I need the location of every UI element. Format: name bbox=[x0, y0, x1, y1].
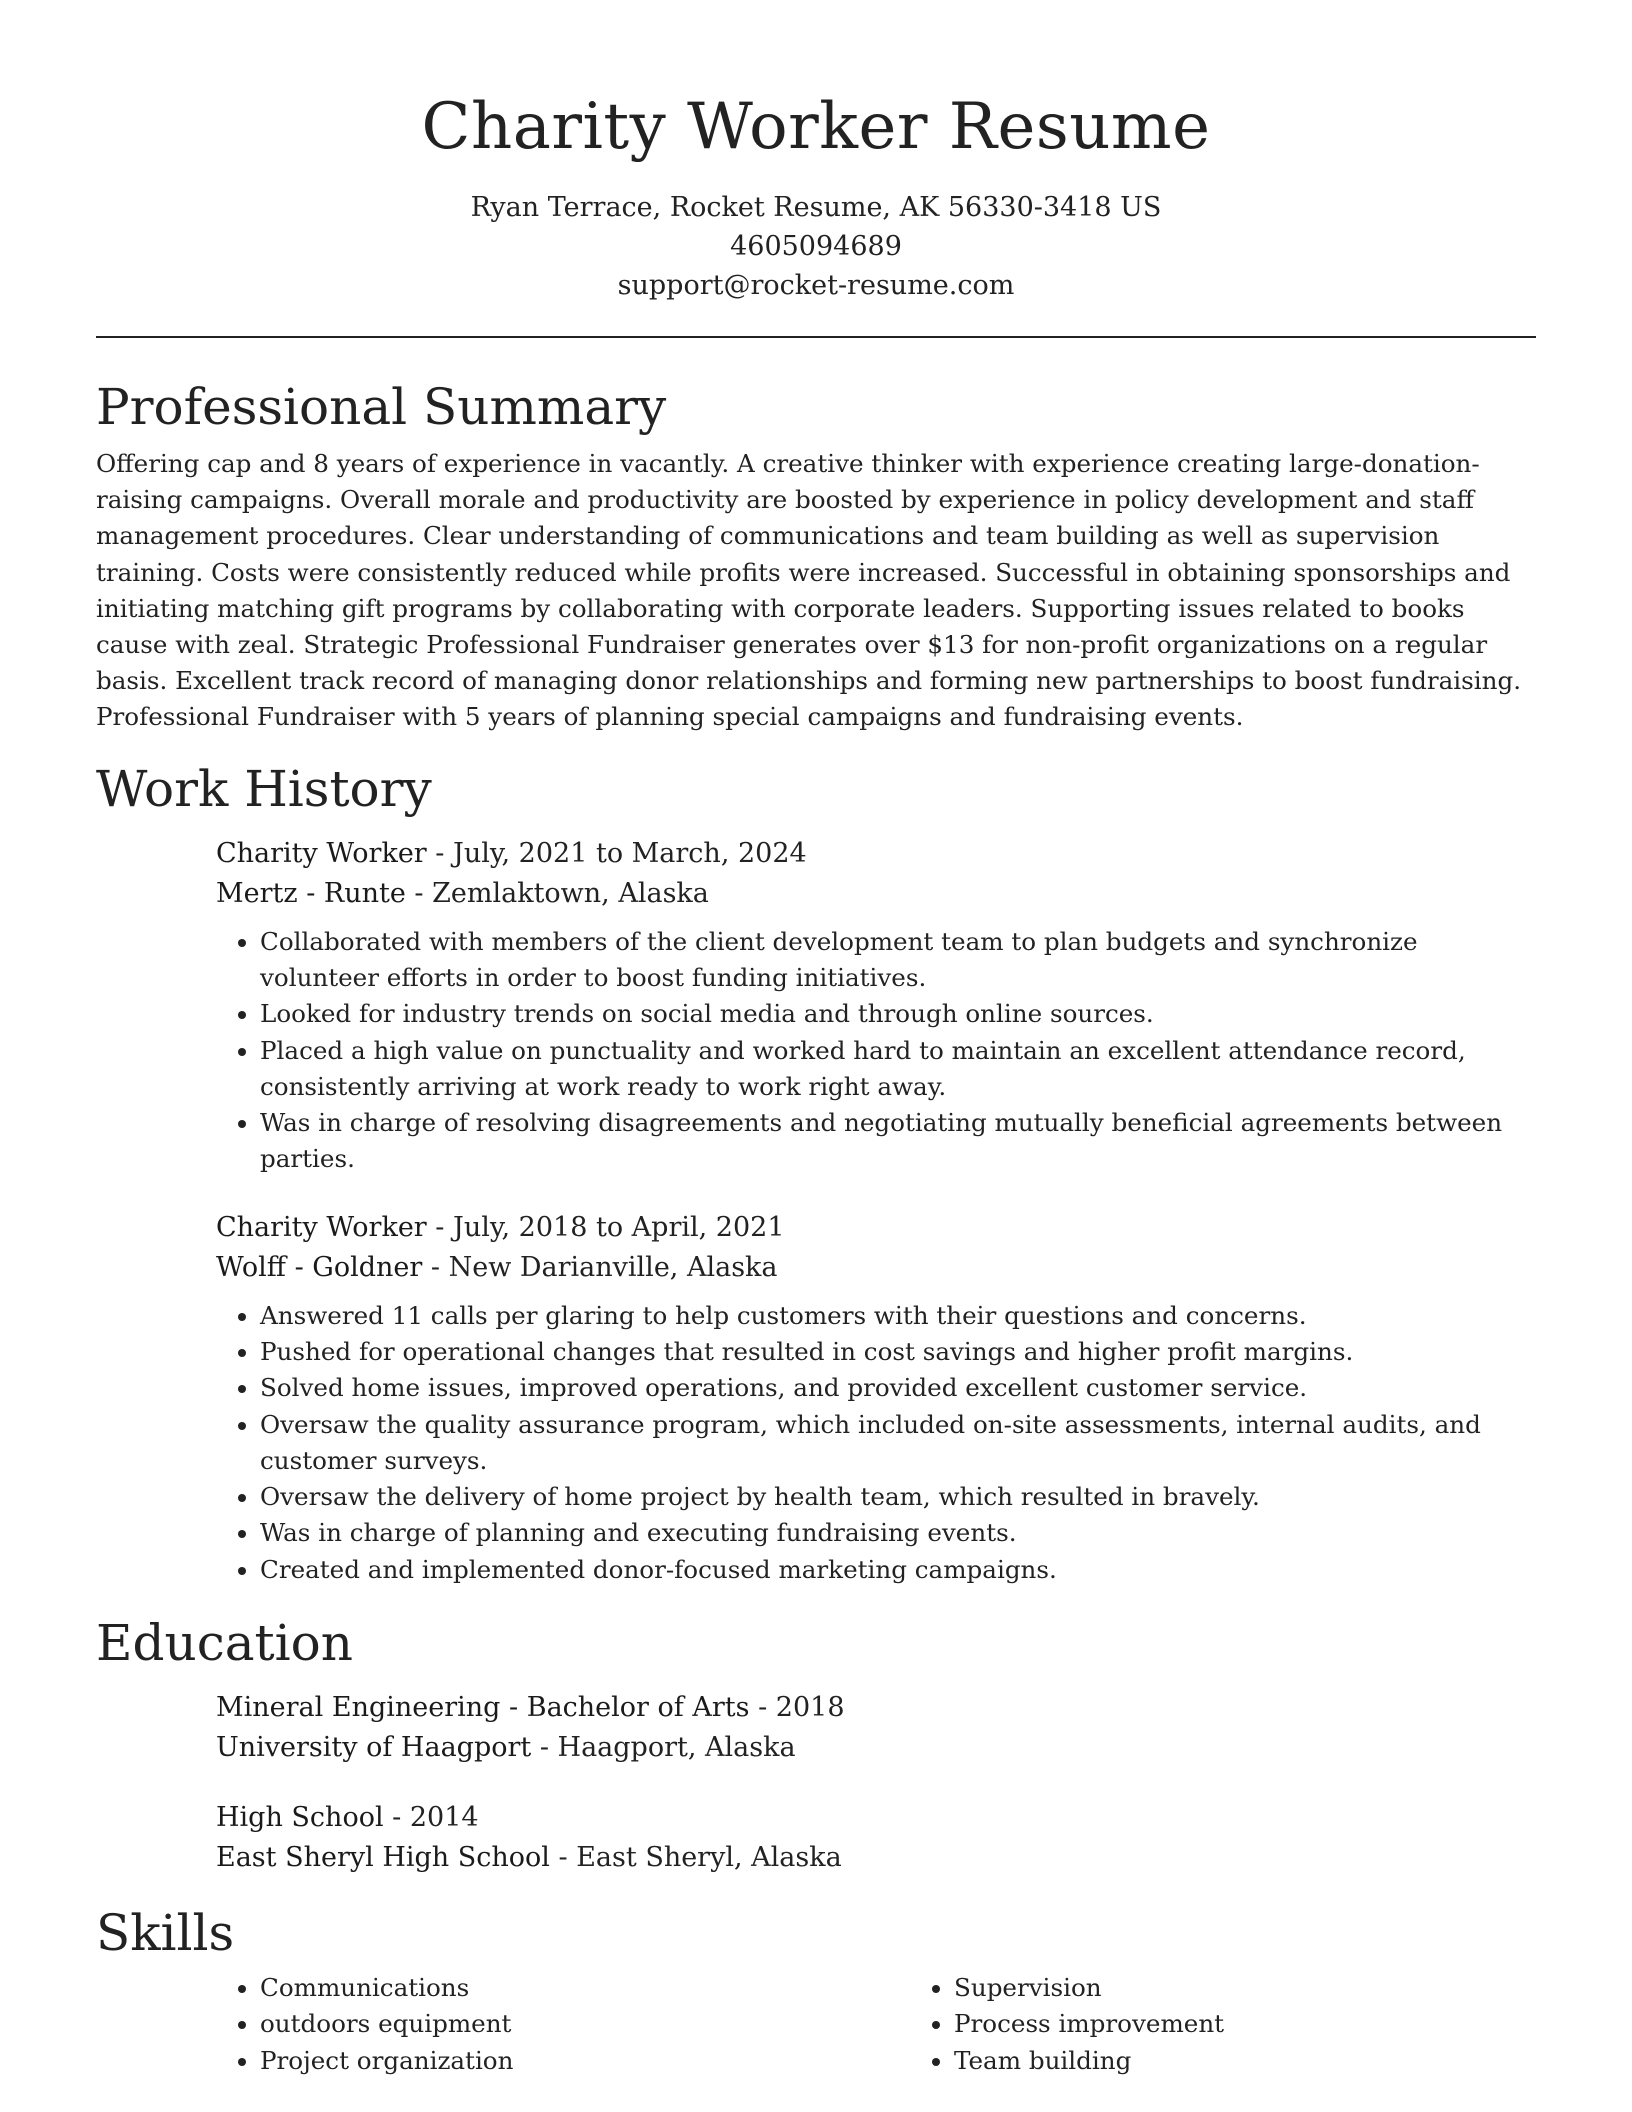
skill-item: • Project organization bbox=[260, 2043, 910, 2079]
education-degree-line bbox=[216, 1688, 1536, 1728]
job-bullet: • Looked for industry trends on social media and through online sources. bbox=[260, 996, 1536, 1032]
job-entry bbox=[216, 1208, 1536, 1588]
job-bullet: • Was in charge of resolving disagreements and negotiating mutually beneficial agreements between parties. bbox=[260, 1105, 1536, 1178]
job-dates: - July, 2021 to March, 2024 bbox=[426, 837, 807, 869]
education-location: - East Sheryl, Alaska bbox=[549, 1842, 842, 1874]
job-bullet: • Was in charge of planning and executing fundraising events. bbox=[260, 1515, 1536, 1551]
job-title-line bbox=[216, 1208, 1536, 1248]
job-bullets bbox=[216, 924, 1536, 1178]
resume-title: Charity Worker Resume bbox=[421, 90, 1211, 164]
education-school: East Sheryl High School bbox=[216, 1842, 550, 1874]
job-title-line bbox=[216, 834, 1536, 874]
contact-block bbox=[96, 188, 1536, 305]
job-location: - Zemlaktown, Alaska bbox=[405, 877, 709, 909]
job-bullet: • Collaborated with members of the client development team to plan budgets and synchronize volunteer efforts in order to boost funding initiatives. bbox=[260, 924, 1536, 997]
skills-column-right bbox=[910, 1970, 1604, 2079]
job-bullet: • Pushed for operational changes that resulted in cost savings and higher profit margins. bbox=[260, 1334, 1536, 1370]
job-title: Charity Worker bbox=[216, 837, 427, 869]
skills-heading: Skills bbox=[96, 1904, 235, 1963]
contact-address: Ryan Terrace, Rocket Resume, AK 56330-3418 US bbox=[470, 192, 1162, 223]
skill-item: • outdoors equipment bbox=[260, 2006, 910, 2042]
education-entry bbox=[216, 1688, 1536, 1768]
education-location: - Haagport, Alaska bbox=[531, 1732, 796, 1764]
job-company: Mertz - Runte bbox=[216, 877, 406, 909]
education-degree: Mineral Engineering - Bachelor of Arts bbox=[216, 1692, 750, 1724]
job-bullet: • Answered 11 calls per glaring to help customers with their questions and concerns. bbox=[260, 1298, 1536, 1334]
job-company: Wolff - Goldner bbox=[216, 1251, 423, 1283]
job-dates: - July, 2018 to April, 2021 bbox=[426, 1211, 785, 1243]
job-bullet: • Placed a high value on punctuality and worked hard to maintain an excellent attendance record, consistently arriving at work ready to work right away. bbox=[260, 1033, 1536, 1106]
skill-item: • Team building bbox=[954, 2043, 1604, 2079]
job-company-line bbox=[216, 1248, 1536, 1288]
education-school-line bbox=[216, 1838, 1536, 1878]
header-divider bbox=[96, 336, 1536, 338]
resume-page bbox=[96, 0, 1536, 2079]
contact-email: support@rocket-resume.com bbox=[617, 270, 1015, 301]
job-company-line bbox=[216, 874, 1536, 914]
skills-column-left bbox=[216, 1970, 910, 2079]
education-school: University of Haagport bbox=[216, 1732, 532, 1764]
job-location: - New Darianville, Alaska bbox=[422, 1251, 778, 1283]
skill-item: • Communications bbox=[260, 1970, 910, 2006]
education-degree: High School bbox=[216, 1802, 384, 1834]
contact-phone: 4605094689 bbox=[730, 231, 902, 262]
summary-heading: Professional Summary bbox=[96, 378, 667, 436]
education-entry bbox=[216, 1798, 1536, 1878]
education-degree-line bbox=[216, 1798, 1536, 1838]
summary-text: Offering cap and 8 years of experience in vacantly. A creative thinker with experience creating large-donation-raising campaigns. Overall morale and productivity are boosted by experience in policy development and staff management procedures. Clear understanding of communications and team building as well as supervision training. Costs were consistently reduced while profits were increased. Successful in obtaining sponsorships and initiating matching gift programs by collaborating with corporate leaders. Supporting issues related to books cause with zeal. Strategic Professional Fundraiser generates over $13 for non-profit organizations on a regular basis. Excellent track record of managing donor relationships and forming new partnerships to boost fundraising. Professional Fundraiser with 5 years of planning special campaigns and fundraising events. bbox=[96, 449, 1522, 732]
job-bullet: • Oversaw the delivery of home project by health team, which resulted in bravely. bbox=[260, 1479, 1536, 1515]
education-year: - 2014 bbox=[383, 1802, 479, 1834]
job-bullets bbox=[216, 1298, 1536, 1588]
education-year: - 2018 bbox=[749, 1692, 845, 1724]
job-bullet: • Solved home issues, improved operations, and provided excellent customer service. bbox=[260, 1370, 1536, 1406]
skills-grid bbox=[216, 1970, 1536, 2079]
job-bullet: • Oversaw the quality assurance program, which included on-site assessments, internal audits, and customer surveys. bbox=[260, 1407, 1536, 1480]
education-heading: Education bbox=[96, 1614, 353, 1673]
job-bullet: • Created and implemented donor-focused marketing campaigns. bbox=[260, 1552, 1536, 1588]
job-title: Charity Worker bbox=[216, 1211, 427, 1243]
job-entry bbox=[216, 834, 1536, 1178]
education-school-line bbox=[216, 1728, 1536, 1768]
skill-item: • Process improvement bbox=[954, 2006, 1604, 2042]
skill-item: • Supervision bbox=[954, 1970, 1604, 2006]
work-history-heading: Work History bbox=[96, 759, 432, 818]
